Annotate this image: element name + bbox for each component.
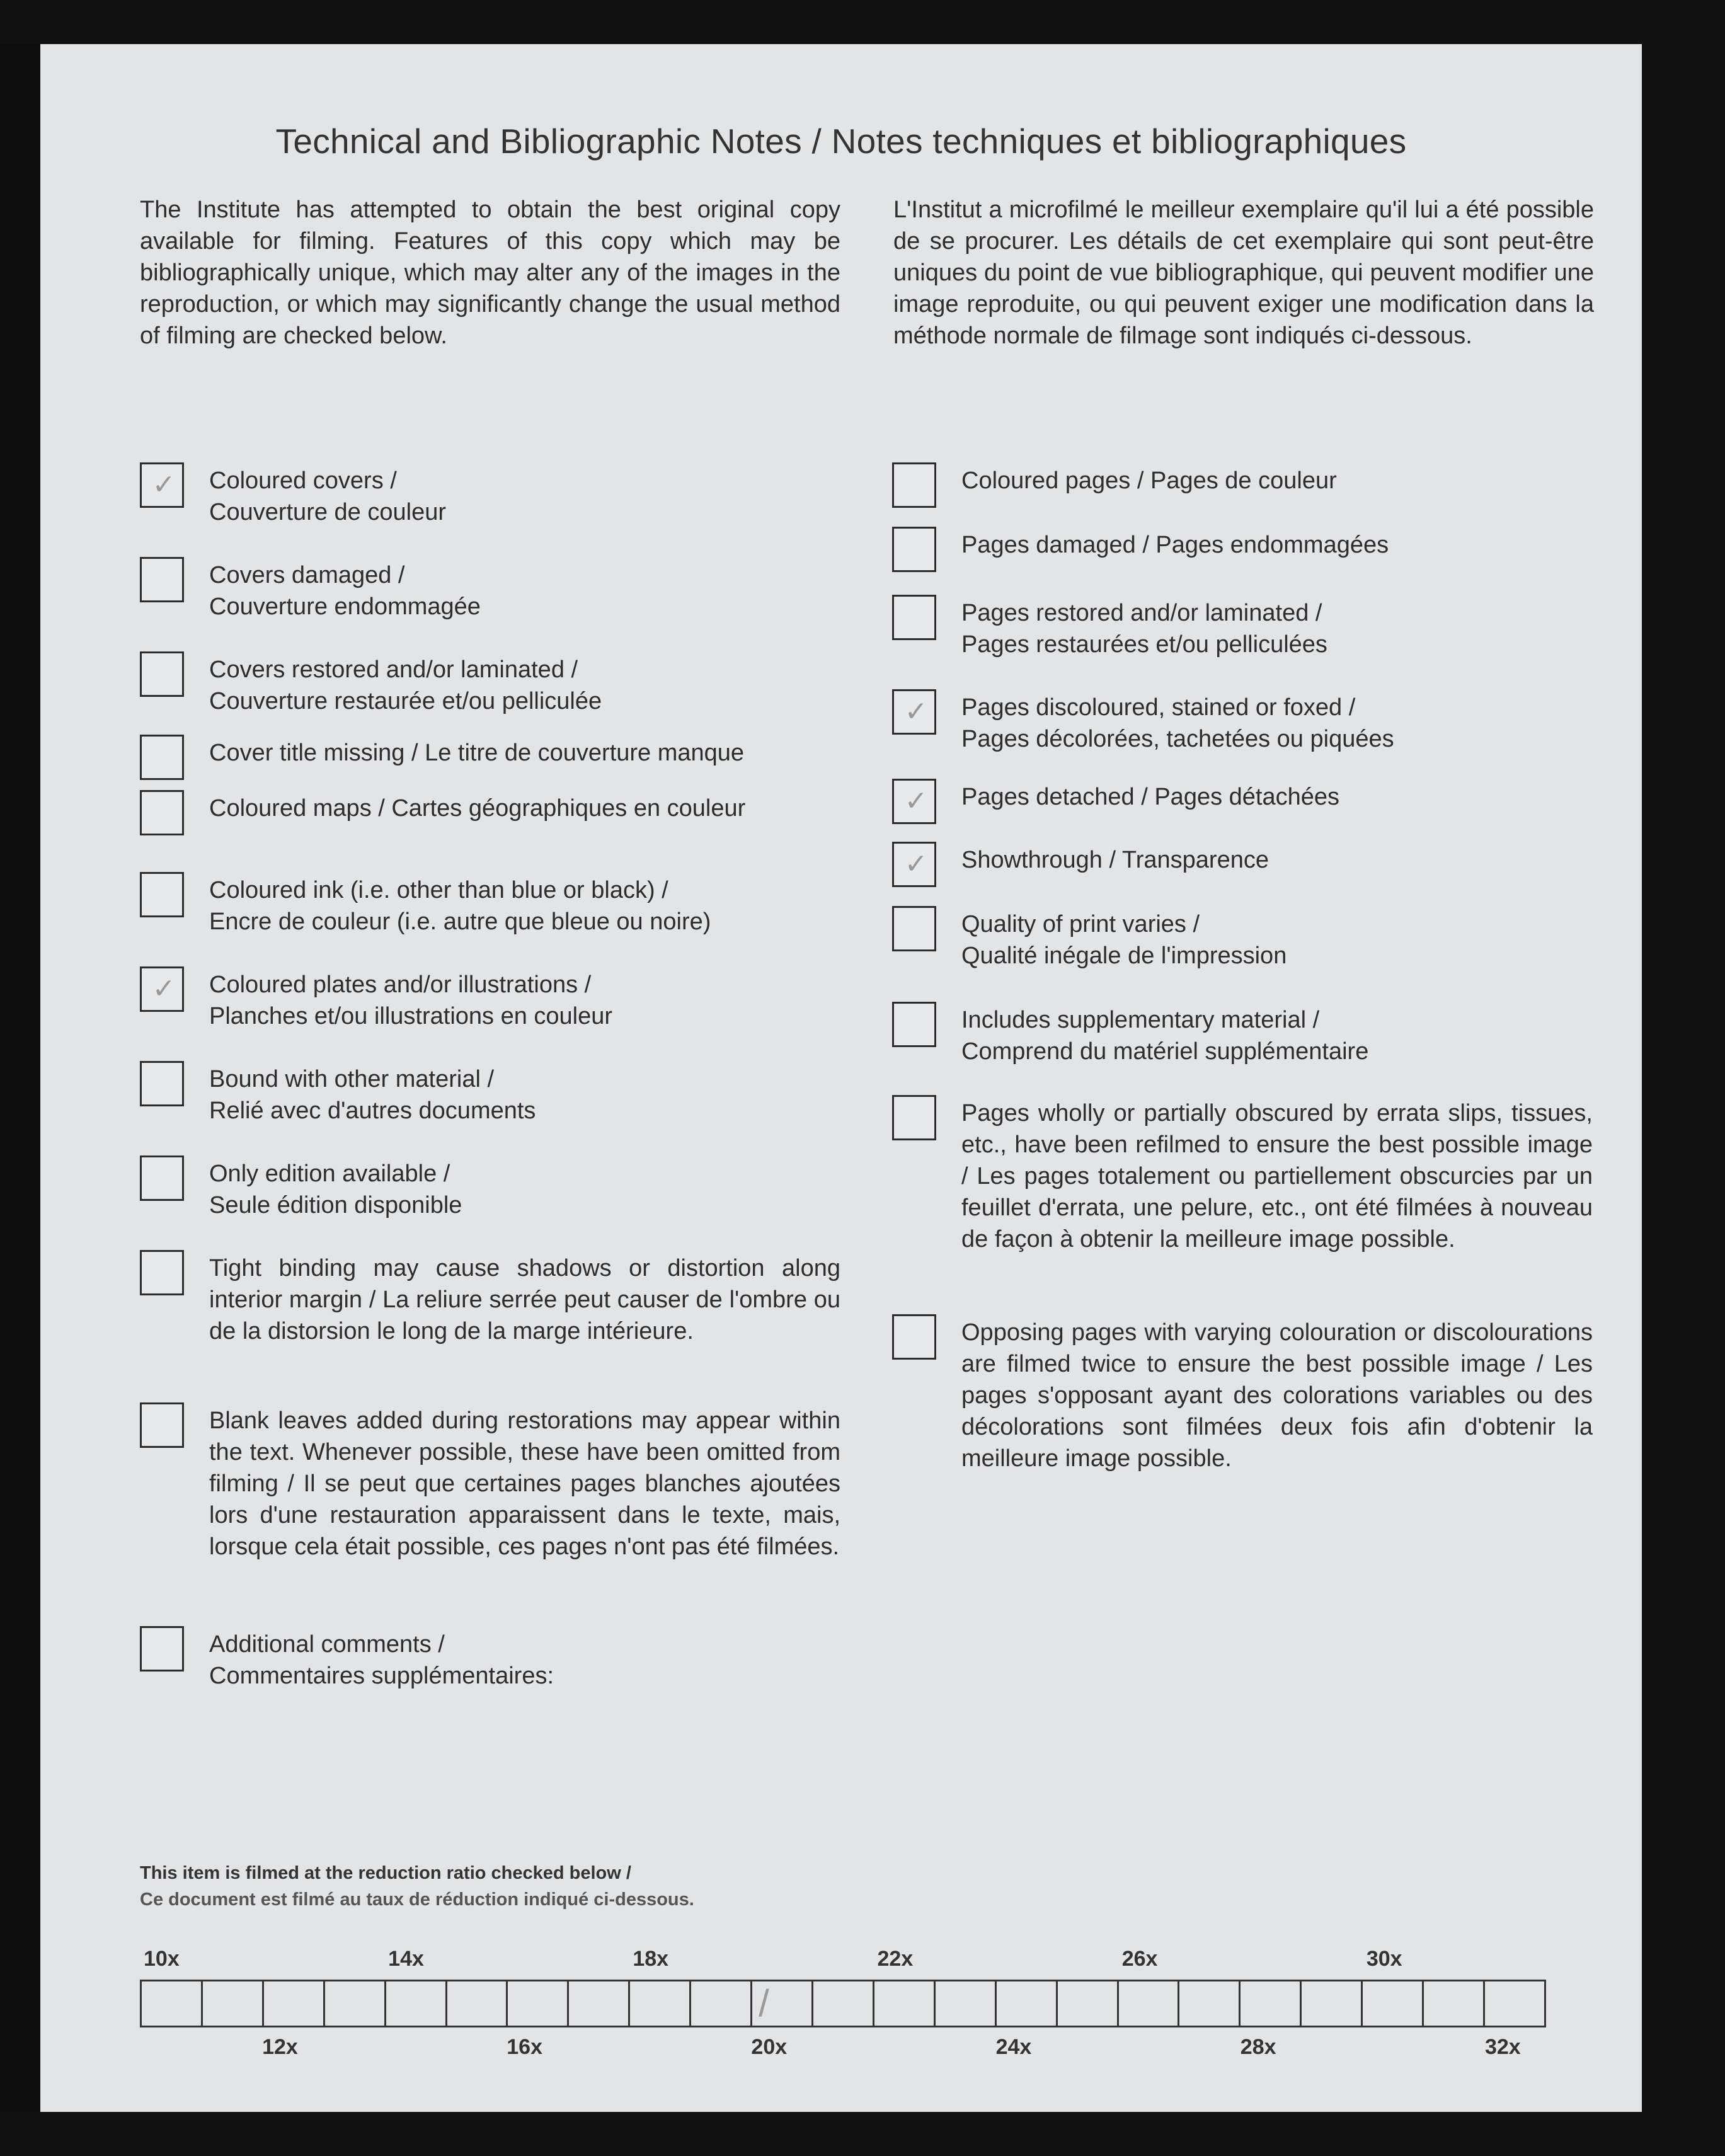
checklist-label: Only edition available / Seule édition disponible — [209, 1161, 462, 1218]
checklist-label: Coloured ink (i.e. other than blue or black) / Encre de couleur (i.e. autre que bleue ou noire) — [209, 877, 711, 935]
ratio-cell[interactable] — [264, 1981, 325, 2026]
checkbox[interactable] — [892, 842, 936, 887]
checkbox[interactable] — [140, 651, 184, 697]
checklist-label: Pages wholly or partially obscured by errata slips, tissues, etc., have been refilmed to ensure the best possible image / Les pages totalement ou partiellement obscurcies par un feuillet d'errata, une pelure, etc., ont été filmées à nouveau de façon à obtenir la meilleure image possible. — [961, 1100, 1593, 1253]
checkmark-icon: ✓ — [152, 469, 176, 500]
checklist-label: Coloured maps / Cartes géographiques en couleur — [209, 795, 746, 822]
checklist-label: Coloured plates and/or illustrations / Planches et/ou illustrations en couleur — [209, 972, 613, 1029]
ratio-cell[interactable] — [1363, 1981, 1424, 2026]
ratio-cell[interactable] — [752, 1981, 813, 2026]
ratio-cell[interactable] — [1302, 1981, 1363, 2026]
ratio-cell[interactable] — [1058, 1981, 1119, 2026]
checklist-label: Coloured covers / Couverture de couleur — [209, 467, 446, 525]
checklist-label: Covers restored and/or laminated / Couverture restaurée et/ou pelliculée — [209, 657, 602, 714]
ratio-cell[interactable] — [1179, 1981, 1241, 2026]
checklist-label: Showthrough / Transparence — [961, 847, 1269, 873]
checklist-label: Pages restored and/or laminated / Pages restaurées et/ou pelliculées — [961, 600, 1327, 658]
ratio-cell[interactable] — [569, 1981, 630, 2026]
ratio-cell[interactable] — [813, 1981, 874, 2026]
checkmark-icon: ✓ — [904, 849, 928, 880]
checkbox[interactable] — [892, 1002, 936, 1047]
checkbox[interactable] — [140, 1402, 184, 1448]
ratio-label: 26x — [1121, 1947, 1158, 1971]
ratio-label: 22x — [877, 1947, 914, 1971]
ratio-cell[interactable] — [325, 1981, 386, 2026]
checkbox[interactable] — [140, 462, 184, 508]
checkbox[interactable] — [892, 527, 936, 572]
ratio-note-fr: Ce document est filmé au taux de réduction indiqué ci-dessous. — [140, 1889, 694, 1910]
page-title: Technical and Bibliographic Notes / Notes techniques et bibliographiques — [275, 122, 1407, 161]
ratio-cell[interactable] — [1119, 1981, 1180, 2026]
ratio-cell[interactable] — [691, 1981, 752, 2026]
checklist-label: Additional comments / Commentaires supplémentaires: — [209, 1631, 554, 1689]
checklist-label: Opposing pages with varying colouration or discolourations are filmed twice to ensure the best possible image / Les pages s'opposant ayant des colorations variables ou des décolorations sont filmées deux fois afin d'obtenir la meilleure image possible. — [961, 1319, 1593, 1472]
ratio-cell[interactable] — [997, 1981, 1058, 2026]
ratio-checkmark-icon: / — [759, 1982, 769, 2024]
checkbox[interactable] — [140, 872, 184, 917]
checklist-label: Blank leaves added during restorations may appear within the text. Whenever possible, these have been omitted from filming / Il se peut que certaines pages blanches ajoutées lors d'une restauration apparaissent dans le texte, mais, lorsque cela était possible, ces pages n'ont pas été filmées. — [209, 1408, 840, 1560]
checklist-label: Includes supplementary material / Comprend du matériel supplémentaire — [961, 1007, 1369, 1065]
checkbox[interactable] — [892, 906, 936, 951]
ratio-cell[interactable] — [1485, 1981, 1544, 2026]
ratio-cell[interactable] — [936, 1981, 997, 2026]
scan-border — [0, 44, 40, 2112]
checkbox[interactable] — [140, 1061, 184, 1106]
checkbox[interactable] — [140, 966, 184, 1012]
ratio-label: 32x — [1484, 2035, 1521, 2059]
checklist-label: Pages detached / Pages détachées — [961, 784, 1340, 810]
checkmark-icon: ✓ — [904, 696, 928, 727]
ratio-label: 10x — [144, 1947, 180, 1971]
ratio-label: 12x — [262, 2035, 298, 2059]
checkbox[interactable] — [140, 557, 184, 602]
checklist-label: Covers damaged / Couverture endommagée — [209, 562, 481, 620]
checklist-label: Coloured pages / Pages de couleur — [961, 467, 1337, 494]
checkbox[interactable] — [892, 1095, 936, 1140]
checkmark-icon: ✓ — [152, 973, 176, 1004]
intro-french: L'Institut a microfilmé le meilleur exemplaire qu'il lui a été possible de se procurer. Les détails de cet exemplaire qui sont peut-être uniques du point de vue bibliographique, qui peuvent modifier une image reproduite, ou qui peuvent exiger une modification dans la méthode normale de filmage sont indiqués ci-dessous. — [893, 197, 1594, 349]
ratio-label: 16x — [507, 2035, 542, 2059]
checkbox[interactable] — [140, 1155, 184, 1201]
ratio-cell[interactable] — [386, 1981, 447, 2026]
ratio-label: 30x — [1366, 1947, 1402, 1971]
ratio-cell[interactable] — [447, 1981, 508, 2026]
reduction-ratio-note — [140, 1860, 694, 1913]
checklist-label: Cover title missing / Le titre de couverture manque — [209, 740, 745, 766]
intro-english: The Institute has attempted to obtain the best original copy available for filming. Features of this copy which may be bibliographically unique, which may alter any of the images in the reproduction, or which may significantly change the usual method of filming are checked below. — [140, 197, 840, 349]
ratio-cell[interactable] — [203, 1981, 264, 2026]
checkbox[interactable] — [892, 689, 936, 735]
ratio-cell[interactable] — [630, 1981, 691, 2026]
checklist-label: Tight binding may cause shadows or distortion along interior margin / La reliure serrée peut causer de l'ombre ou de la distorsion le long de la marge intérieure. — [209, 1255, 840, 1345]
ratio-label: 24x — [995, 2035, 1032, 2059]
checklist-label: Pages discoloured, stained or foxed / Pages décolorées, tachetées ou piquées — [961, 694, 1394, 752]
checklist-label: Pages damaged / Pages endommagées — [961, 532, 1389, 558]
checkmark-icon: ✓ — [904, 786, 928, 817]
checkbox[interactable] — [140, 1250, 184, 1295]
ratio-cell[interactable] — [1241, 1981, 1302, 2026]
checkbox[interactable] — [140, 790, 184, 835]
reduction-ratio-scale — [140, 1980, 1546, 2027]
checkbox[interactable] — [892, 595, 936, 640]
checklist-label: Quality of print varies / Qualité inégale de l'impression — [961, 911, 1287, 969]
ratio-cell[interactable] — [142, 1981, 203, 2026]
ratio-note-en: This item is filmed at the reduction ratio checked below / — [140, 1863, 631, 1883]
checkbox[interactable] — [140, 735, 184, 780]
checkbox[interactable] — [892, 1314, 936, 1360]
ratio-label: 20x — [751, 2035, 788, 2059]
ratio-label: 14x — [388, 1947, 424, 1971]
notes-sheet — [40, 44, 1642, 2112]
checkbox[interactable] — [892, 462, 936, 508]
ratio-cell[interactable] — [508, 1981, 569, 2026]
ratio-label: 28x — [1240, 2035, 1276, 2059]
ratio-cell[interactable] — [1424, 1981, 1485, 2026]
checkbox[interactable] — [140, 1626, 184, 1671]
checkbox[interactable] — [892, 779, 936, 824]
ratio-cell[interactable] — [874, 1981, 936, 2026]
checklist-label: Bound with other material / Relié avec d'autres documents — [209, 1066, 536, 1124]
ratio-label: 18x — [633, 1947, 669, 1971]
